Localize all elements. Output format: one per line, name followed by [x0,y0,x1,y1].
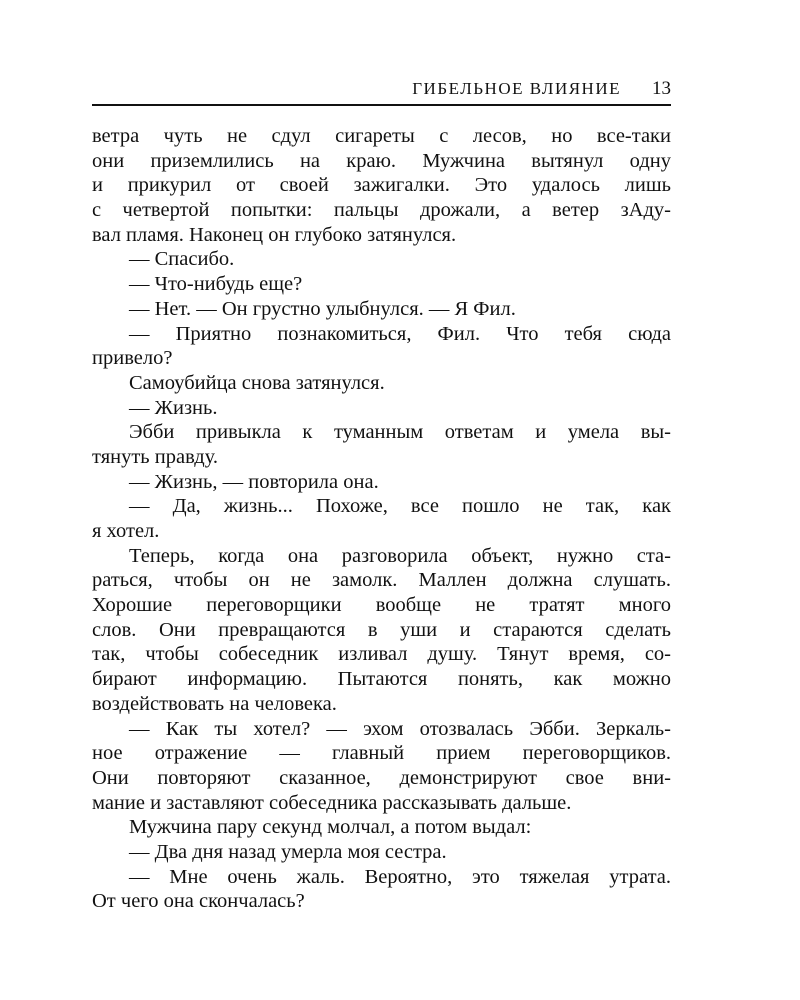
running-header [92,78,671,106]
text-line: тянуть правду. [92,445,219,468]
text-line: Самоубийца снова затянулся. [129,371,385,394]
text-line: и прикурил от своей зажигалки. Это удалось лишь [92,174,671,197]
text-line: — Два дня назад умерла моя сестра. [129,840,447,863]
text-line: воздействовать на человека. [92,692,337,715]
text-line: бирают информацию. Пытаются понять, как можно [92,668,671,691]
text-line: привело? [92,347,173,370]
text-line: я хотел. [92,520,160,542]
text-line: мание и заставляют собеседника рассказывать дальше. [92,791,572,814]
text-line: так, чтобы собеседник изливал душу. Тянут время, со- [92,643,671,666]
text-line: — Жизнь, — повторила она. [129,470,379,493]
text-line: они приземлились на краю. Мужчина вытянул одну [92,149,671,172]
text-line: — Как ты хотел? — эхом отозвалась Эбби. Зеркаль- [129,717,671,740]
text-line: — Жизнь. [129,396,218,419]
text-line: — Что-нибудь еще? [129,273,303,296]
body-text [92,124,671,914]
text-line: Теперь, когда она разговорила объект, нужно ста- [129,544,671,567]
page-number: 13 [652,78,671,99]
text-line: — Спасибо. [129,248,235,271]
text-line: ветра чуть не сдул сигареты с лесов, но все-таки [92,125,671,147]
text-line: раться, чтобы он не замолк. Маллен должна слушать. [92,569,671,592]
text-line: Они повторяют сказанное, демонстрируют свое вни- [92,766,671,789]
text-line: — Мне очень жаль. Вероятно, это тяжелая утрата. [129,865,671,888]
text-line: слов. Они превращаются в уши и стараются сделать [92,618,671,641]
text-line: — Приятно познакомиться, Фил. Что тебя сюда [129,322,671,345]
text-line: — Нет. — Он грустно улыбнулся. — Я Фил. [129,297,516,320]
text-line: Эбби привыкла к туманным ответам и умела вы- [129,421,671,444]
running-title: ГИБЕЛЬНОЕ ВЛИЯНИЕ [412,79,621,98]
text-line: Мужчина пару секунд молчал, а потом выдал: [129,816,532,839]
text-line: Хорошие переговорщики вообще не тратят много [92,594,671,617]
text-line: ное отражение — главный прием переговорщиков. [92,742,671,765]
text-line: — Да, жизнь... Похоже, все пошло не так, как [129,495,671,518]
text-line: От чего она скончалась? [92,890,305,913]
text-line: вал пламя. Наконец он глубоко затянулся. [92,223,457,246]
text-line: с четвертой попытки: пальцы дрожали, а ветер зАду- [92,199,671,222]
